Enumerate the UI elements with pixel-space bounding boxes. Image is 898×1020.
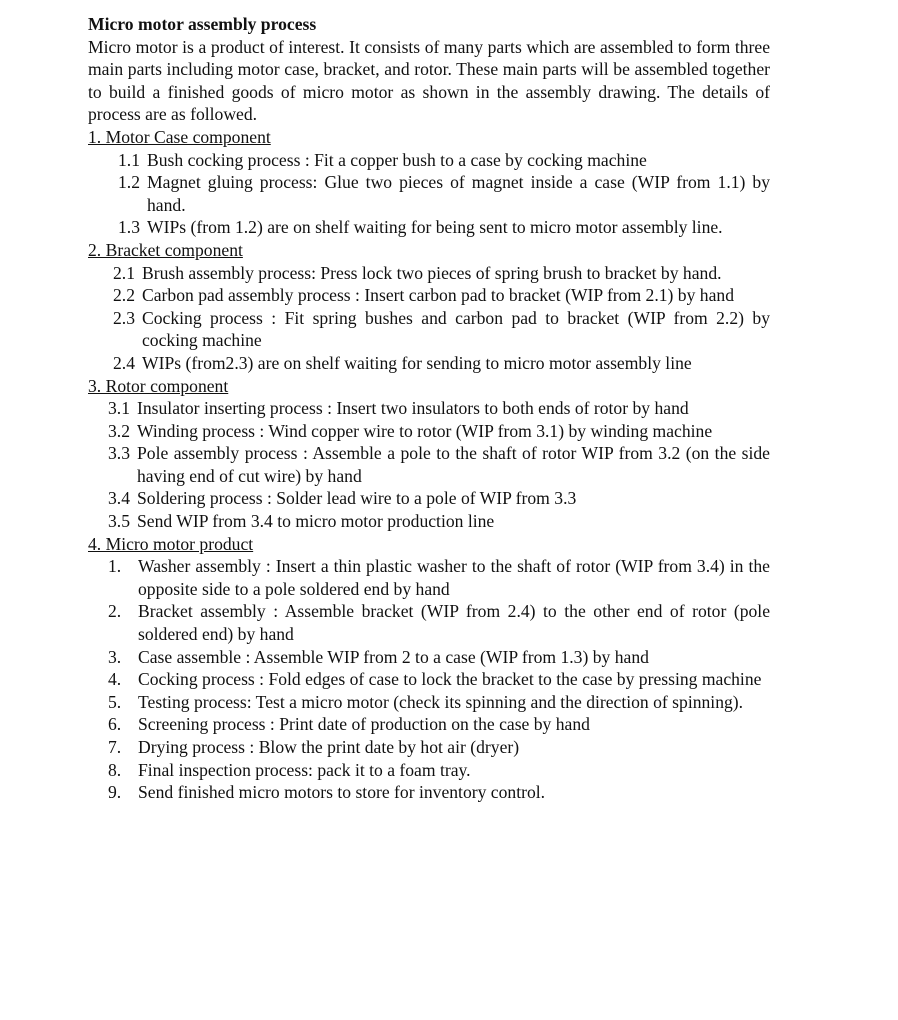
list-item [88,397,770,420]
item-text: Washer assembly : Insert a thin plastic washer to the shaft of rotor (WIP from 3.4) in the opposite side to a pole soldered end by hand [138,556,770,599]
list-item [88,510,770,533]
item-text: Brush assembly process: Press lock two pieces of spring brush to bracket by hand. [142,262,722,283]
list-item [88,646,770,669]
list-item [88,736,770,759]
list-item [88,691,770,714]
item-text: Cocking process : Fit spring bushes and carbon pad to bracket (WIP from 2.2) by cocking machine [142,307,770,351]
item-text: Bracket assembly : Assemble bracket (WIP from 2.4) to the other end of rotor (pole soldered end) by hand [138,601,770,645]
item-text: Pole assembly process : Assemble a pole to the shaft of rotor WIP from 3.2 (on the side having end of cut wire) by hand [137,443,770,486]
list-item [88,307,770,352]
list-item [88,149,770,172]
list-item [88,781,770,804]
item-number: 2.4 [113,352,135,373]
list-item [88,262,770,285]
item-text: Bush cocking process : Fit a copper bush to a case by cocking machine [147,149,647,170]
document-title: Micro motor assembly process [88,14,317,34]
item-number: 2.1 [113,262,135,283]
intro-paragraph: Micro motor is a product of interest. It consists of many parts which are assembled to form three main parts including motor case, bracket, and rotor. These main parts will be assembled together to build a finished goods of micro motor as shown in the assembly drawing. The details of process are as followed. [88,36,770,125]
item-number: 3. [108,646,122,667]
list-item [88,668,770,691]
item-text: WIPs (from 1.2) are on shelf waiting for being sent to micro motor assembly line. [147,217,723,238]
item-text: Drying process : Blow the print date by hot air (dryer) [138,737,520,757]
item-number: 1.2 [118,172,140,193]
item-number: 2. [108,601,122,622]
item-number: 3.1 [108,398,130,419]
item-text: Magnet gluing process: Glue two pieces of magnet inside a case (WIP from 1.1) by hand. [147,172,770,215]
item-number: 3.4 [108,488,130,509]
item-text: Screening process : Print date of production on the case by hand [138,714,590,735]
item-number: 1.3 [118,217,140,238]
section-rotor [88,375,770,533]
list-item [88,352,770,375]
item-text: Cocking process : Fold edges of case to lock the bracket to the case by pressing machine [138,669,762,690]
section-heading: 2. Bracket component [88,239,243,260]
item-number: 6. [108,714,122,735]
item-number: 1.1 [118,149,140,170]
item-text: Send finished micro motors to store for inventory control. [138,782,546,803]
item-number: 9. [108,782,122,803]
list-item [88,216,770,239]
list-item [88,759,770,782]
item-number: 2.3 [113,307,135,328]
section-motor-case [88,126,770,239]
list-item [88,713,770,736]
item-text: Insulator inserting process : Insert two insulators to both ends of rotor by hand [137,398,689,419]
item-number: 5. [108,691,122,712]
item-text: WIPs (from2.3) are on shelf waiting for sending to micro motor assembly line [142,352,692,373]
section-bracket [88,239,770,375]
section-micro-motor-product [88,533,770,804]
list-item [88,420,770,443]
list-item [88,171,770,216]
item-number: 7. [108,737,122,757]
item-number: 2.2 [113,285,135,306]
list-item [88,600,770,645]
item-number: 3.3 [108,443,130,464]
item-number: 3.2 [108,420,130,441]
section-heading: 4. Micro motor product [88,533,254,554]
item-text: Soldering process : Solder lead wire to a pole of WIP from 3.3 [137,488,577,509]
list-item [88,555,770,600]
item-number: 1. [108,556,122,577]
list-item [88,284,770,307]
item-text: Final inspection process: pack it to a foam tray. [138,759,471,780]
list-item [88,442,770,487]
item-text: Winding process : Wind copper wire to rotor (WIP from 3.1) by winding machine [137,420,713,441]
item-number: 4. [108,669,122,690]
item-text: Carbon pad assembly process : Insert carbon pad to bracket (WIP from 2.1) by hand [142,285,734,306]
item-number: 3.5 [108,511,130,532]
section-heading: 1. Motor Case component [88,126,271,147]
item-number: 8. [108,759,122,780]
item-text: Testing process: Test a micro motor (check its spinning and the direction of spinning). [138,691,744,712]
item-text: Case assemble : Assemble WIP from 2 to a case (WIP from 1.3) by hand [138,646,649,667]
document [88,13,770,804]
section-heading: 3. Rotor component [88,375,229,396]
list-item [88,487,770,510]
item-text: Send WIP from 3.4 to micro motor production line [137,511,495,532]
